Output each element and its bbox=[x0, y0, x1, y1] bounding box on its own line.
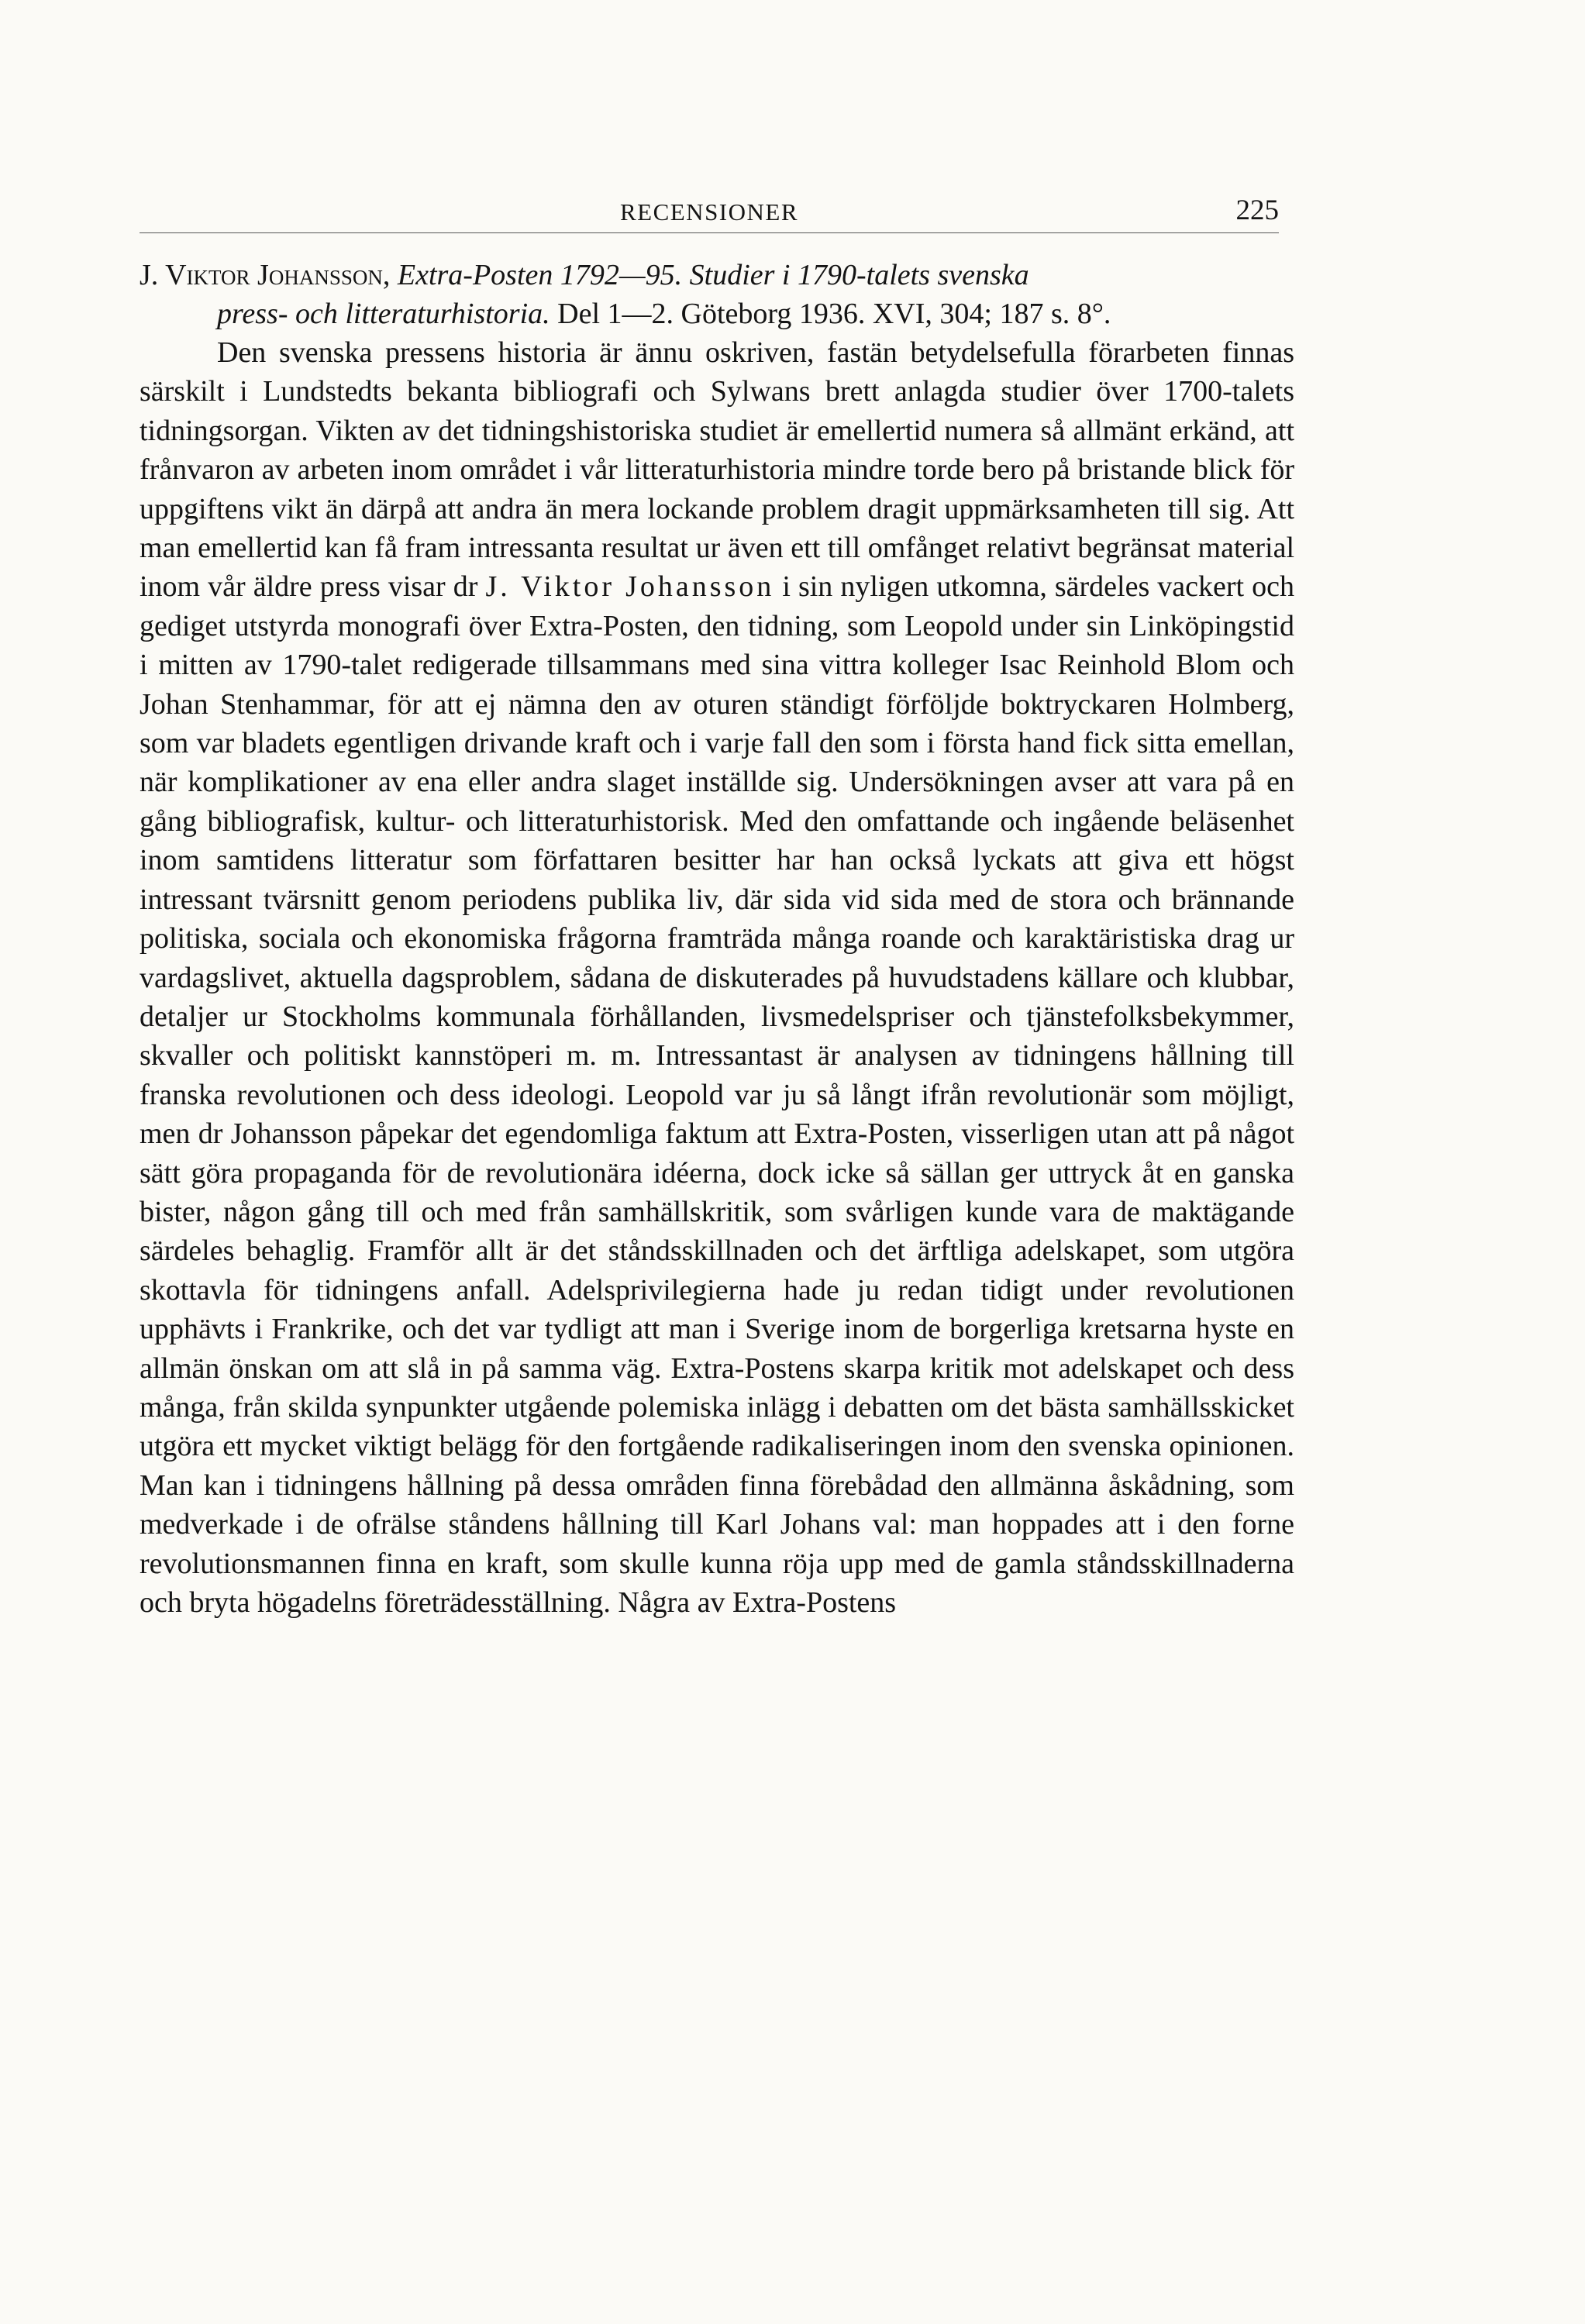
review-text bbox=[140, 256, 1294, 1622]
page-number: 225 bbox=[1235, 195, 1279, 226]
review-paragraph bbox=[140, 333, 1294, 1622]
citation-line-1 bbox=[140, 256, 1294, 294]
page-header bbox=[140, 194, 1279, 240]
citation-title: Extra-Posten 1792—95. Studier i 1790-talets svenska bbox=[397, 259, 1029, 291]
citation-details: Del 1—2. Göteborg 1936. XVI, 304; 187 s. 8°. bbox=[557, 298, 1111, 330]
author-name-spaced: J. Viktor Johansson bbox=[485, 570, 775, 604]
citation-subtitle: press- och litteraturhistoria. bbox=[217, 298, 550, 330]
running-title: RECENSIONER bbox=[619, 198, 799, 226]
paragraph-text-rest: i sin nyligen utkomna, särdeles vackert och gediget utstyrda monografi över Extra-Posten, den tidning, som Leopold under sin Linköpingstid i mitten av 1790-talet redigerade tillsammans med sina vittra kolleger Isac Reinhold Blom och Johan Stenhammar, för att ej nämna den av oturen ständigt förföljde boktryckaren Holmberg, som var bladets egentligen drivande kraft och i varje fall den som i första hand fick sitta emellan, när komplikationer av ena eller andra slaget inställde sig. Undersökningen avser att vara på en gång bibliografisk, kultur- och litteraturhistorisk. Med den omfattande och ingående beläsenhet inom samtidens litteratur som författaren besitter har han också lyckats att giva ett högst intressant tvärsnitt genom periodens publika liv, där sida vid sida med de stora och brännande politiska, sociala och ekonomiska frågorna framträda många roande och karaktäristiska drag ur vardagslivet, aktuella dagsproblem, sådana de diskuterades på huvudstadens källare och klubbar, detaljer ur Stockholms kommunala förhållanden, livsmedelspriser och tjänstefolksbekymmer, skvaller och politiskt kannstöperi m. m. Intressantast är analysen av tidningens hållning till franska revolutionen och dess ideologi. Leopold var ju så långt ifrån revolutionär som möjligt, men dr Johansson påpekar det egendomliga faktum att Extra-Posten, visserligen utan att på något sätt göra propaganda för de revolutionära idéerna, dock icke så sällan ger uttryck åt en ganska bister, någon gång till och med från samhällskritik, som svårligen kunde vara de maktägande särdeles behaglig. Framför allt är det ståndsskillnaden och det ärftliga adelskapet, som utgöra skottavla för tidningens anfall. Adelsprivilegierna hade ju redan tidigt under revolutionen upphävts i Frankrike, och det var tydligt att man i Sverige inom de borgerliga kretsarna hyste en allmän önskan om att slå in på samma väg. Extra-Postens skarpa kritik mot adelskapet och dess många, från skilda synpunkter utgående polemiska inlägg i debatten om det bästa samhällsskicket utgöra ett mycket viktigt belägg för den fortgående radikaliseringen inom den svenska opinionen. Man kan i tidningens hållning på dessa områden finna förebådad den allmänna åskådning, som medverkade i de ofrälse ståndens hållning till Karl Johans val: man hoppades att i den forne revolutionsmannen finna en kraft, som skulle kunna röja upp med de gamla ståndsskillnaderna och bryta högadelns företrädesställning. Några av Extra-Postens bbox=[140, 570, 1295, 1619]
book-citation bbox=[140, 256, 1294, 333]
header-rule bbox=[140, 232, 1279, 233]
paragraph-text-start: Den svenska pressens historia är ännu oskriven, fastän betydelsefulla förarbeten finnas särskilt i Lundstedts bekanta bibliografi och Sylwans brett anlagda studier över 1700-talets tidningsorgan. Vikten av det tidningshistoriska studiet är emellertid numera så allmänt erkänd, att frånvaron av arbeten inom området i vår litteraturhistoria mindre torde bero på bristande blick för uppgiftens vikt än därpå att andra än mera lockande problem dragit uppmärksamheten till sig. Att man emellertid kan få fram intressanta resultat ur även ett till omfånget relativt begränsat material inom vår äldre press visar dr bbox=[140, 336, 1294, 604]
citation-line-2 bbox=[140, 294, 1294, 333]
citation-author: J. Viktor Johansson, bbox=[140, 259, 391, 291]
